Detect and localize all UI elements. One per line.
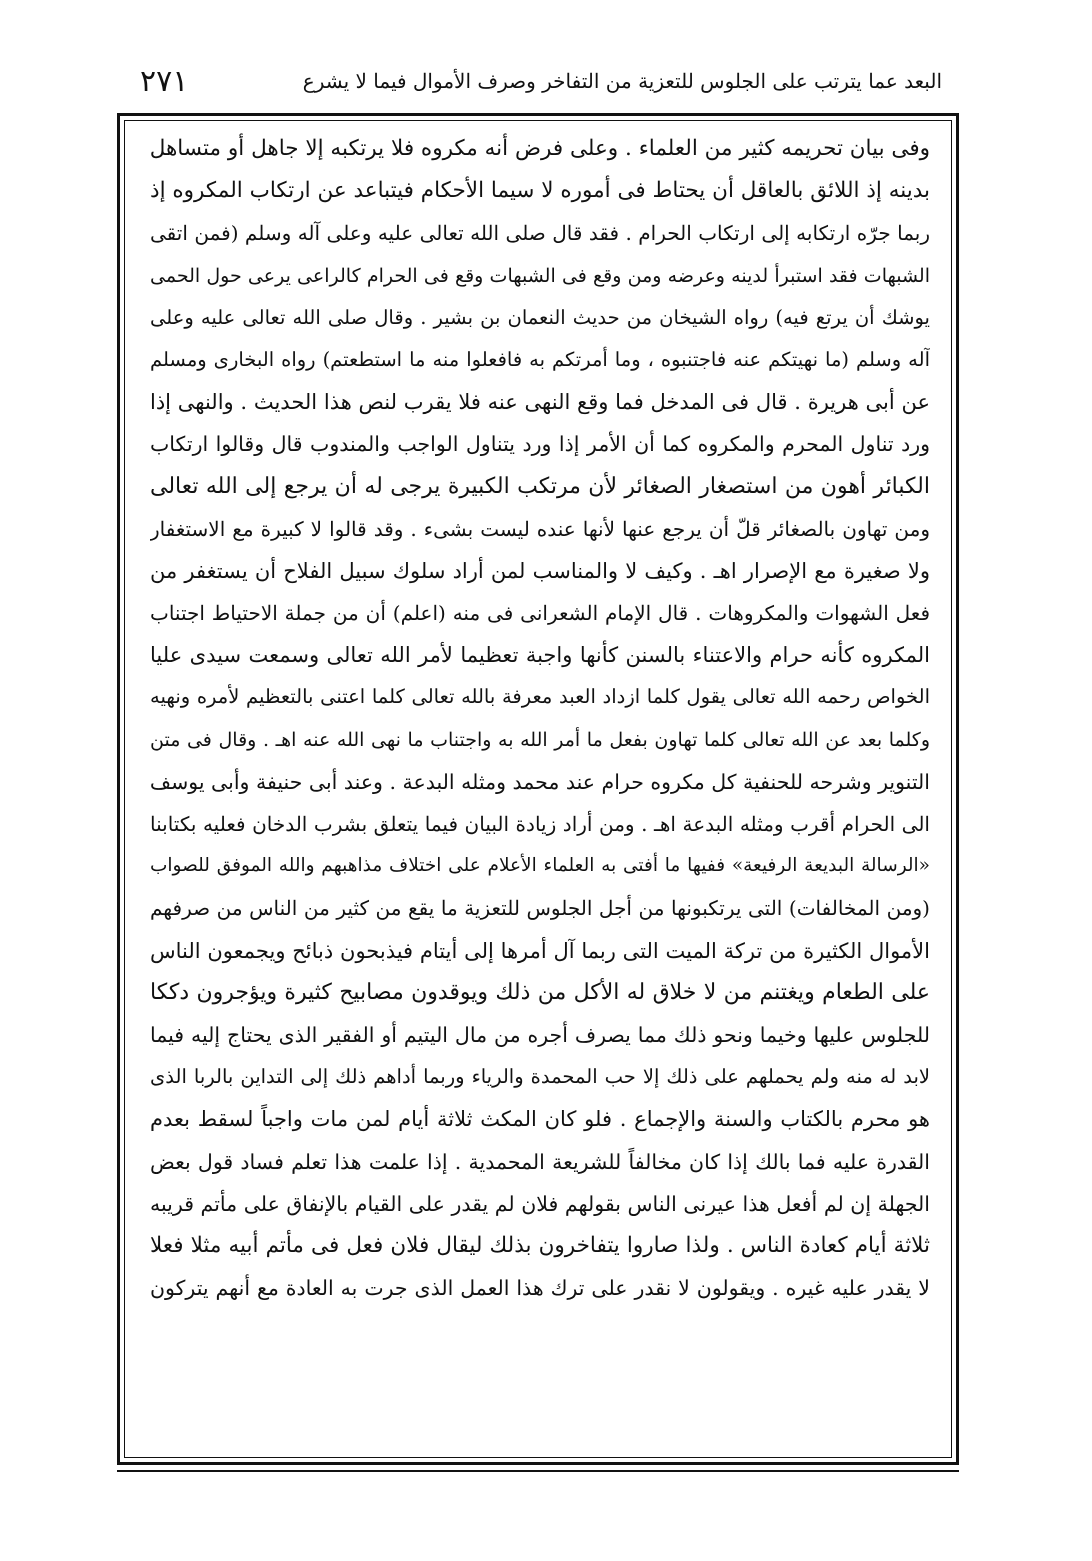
text-line: الكبائر أهون من استصغار الصغائر لأن مرتكب الكبيرة يرجى له أن يرجع إلى الله تعالى	[150, 473, 930, 499]
running-header	[140, 58, 942, 104]
text-line: الى الحرام أقرب ومثله البدعة اهـ . ومن أراد زيادة البيان فيما يتعلق بشرب الدخان فعليه بكتابنا	[150, 812, 930, 836]
text-line: ورد تناول المحرم والمكروه كما أن الأمر إذا ورد يتناول الواجب والمندوب قال وقالوا ارتكاب	[150, 432, 930, 457]
text-line: المكروه كأنه حرام والاعتناء بالسنن كأنها واجبة تعظيما لأمر الله تعالى وسمعت سيدى عليا	[150, 643, 930, 668]
header-title: البعد عما يترتب على الجلوس للتعزية من التفاخر وصرف الأموال فيما لا يشرع	[302, 69, 942, 93]
frame-bottom-rule	[117, 1470, 959, 1472]
text-line: الخواص رحمه الله تعالى يقول كلما ازداد العبد معرفة بالله تعالى كلما اعتنى بالتعظيم لأمره ونهيه	[150, 685, 930, 709]
text-line: هو محرم بالكتاب والسنة والإجماع . فلو كان المكث ثلاثة أيام لمن مات واجباً لسقط بعدم	[150, 1107, 930, 1132]
text-line: للجلوس عليها وخيما ونحو ذلك مما يصرف أجره من مال اليتيم أو الفقير الذى يحتاج إليه فيما	[150, 1022, 930, 1047]
text-line: آله وسلم (ما نهيتكم عنه فاجتنبوه ، وما أمرتكم به فافعلوا منه ما استطعتم) رواه البخارى ومسلم	[150, 347, 930, 371]
body-text	[150, 128, 930, 1309]
text-line: وفى بيان تحريمه كثير من العلماء . وعلى فرض أنه مكروه فلا يرتكبه إلا جاهل أو متساهل	[150, 136, 930, 161]
text-line: ولا صغيرة مع الإصرار اهـ . وكيف لا والمناسب لمن أراد سلوك سبيل الفلاح أن يستغفر من	[150, 558, 930, 583]
page-number: ٢٧١	[140, 63, 189, 99]
text-line: الجهلة إن لم أفعل هذا عيرنى الناس بقولهم فلان لم يقدر على القيام بالإنفاق على مأتم قريبه	[150, 1191, 930, 1216]
text-line: الأموال الكثيرة من تركة الميت التى ربما آل أمرها إلى أيتام فيذبحون ذبائح ويجمعون الناس	[150, 938, 930, 963]
text-line: القدرة عليه فما بالك إذا كان مخالفاً للشريعة المحمدية . إذا علمت هذا تعلم فساد قول بعض	[150, 1149, 930, 1174]
text-line: الشبهات فقد استبرأ لدينه وعرضه ومن وقع فى الشبهات وقع فى الحرام كالراعى يرعى حول الحمى	[150, 264, 930, 287]
text-line: بدينه إذ اللائق بالعاقل أن يحتاط فى أموره لا سيما الأحكام فيتباعد عن ارتكاب المكروه إذ	[150, 178, 930, 204]
text-line: ربما جرّه ارتكابه إلى ارتكاب الحرام . فقد قال صلى الله تعالى عليه وعلى آله وسلم (فمن اتقى	[150, 221, 930, 246]
text-line: لا يقدر عليه غيره . ويقولون لا نقدر على ترك هذا العمل الذى جرت به العادة مع أنهم يتركون	[150, 1276, 930, 1301]
text-line: يوشك أن يرتع فيه) رواه الشيخان من حديث النعمان بن بشير . وقال صلى الله تعالى عليه وعلى	[150, 305, 930, 329]
text-line: على الطعام ويغتنم من لا خلاق له الأكل من ذلك ويوقدون مصابيح كثيرة ويؤجرون دككا	[150, 979, 930, 1005]
text-line: التنوير وشرحه للحنفية كل مكروه حرام عند محمد ومثله البدعة . وعند أبى حنيفة وأبى يوسف	[150, 769, 930, 794]
text-line: وكلما بعد عن الله تعالى كلما تهاون بفعل ما أمر الله به واجتناب ما نهى الله عنه اهـ . وقال فى متن	[150, 728, 930, 751]
text-line: عن أبى هريرة . قال فى المدخل فما وقع النهى عنه فلا يقرب لنص هذا الحديث . والنهى إذا	[150, 390, 930, 415]
text-line: فعل الشهوات والمكروهات . قال الإمام الشعرانى فى منه (اعلم) أن من جملة الاحتياط اجتناب	[150, 601, 930, 626]
text-line: «الرسالة البديعة الرفيعة» ففيها ما أفتى به العلماء الأعلام على اختلاف مذاهبهم والله الموفق للصواب	[150, 855, 930, 877]
text-line: ومن تهاون بالصغائر قلّ أن يرجع عنها لأنها عنده ليست بشىء . وقد قالوا لا كبيرة مع الاستغفار	[150, 516, 930, 541]
text-line: لابد له منه ولم يحملهم على ذلك إلا حب المحمدة والرياء وربما أداهم ذلك إلى التداين بالربا الذى	[150, 1065, 930, 1089]
text-line: (ومن المخالفات) التى يرتكبونها من أجل الجلوس للتعزية ما يقع من كثير من الناس من صرفهم	[150, 896, 930, 921]
text-line: ثلاثة أيام كعادة الناس . ولذا صاروا يتفاخرون بذلك ليقال فلان فعل فى مأتم أبيه مثلا فعلا	[150, 1232, 930, 1258]
